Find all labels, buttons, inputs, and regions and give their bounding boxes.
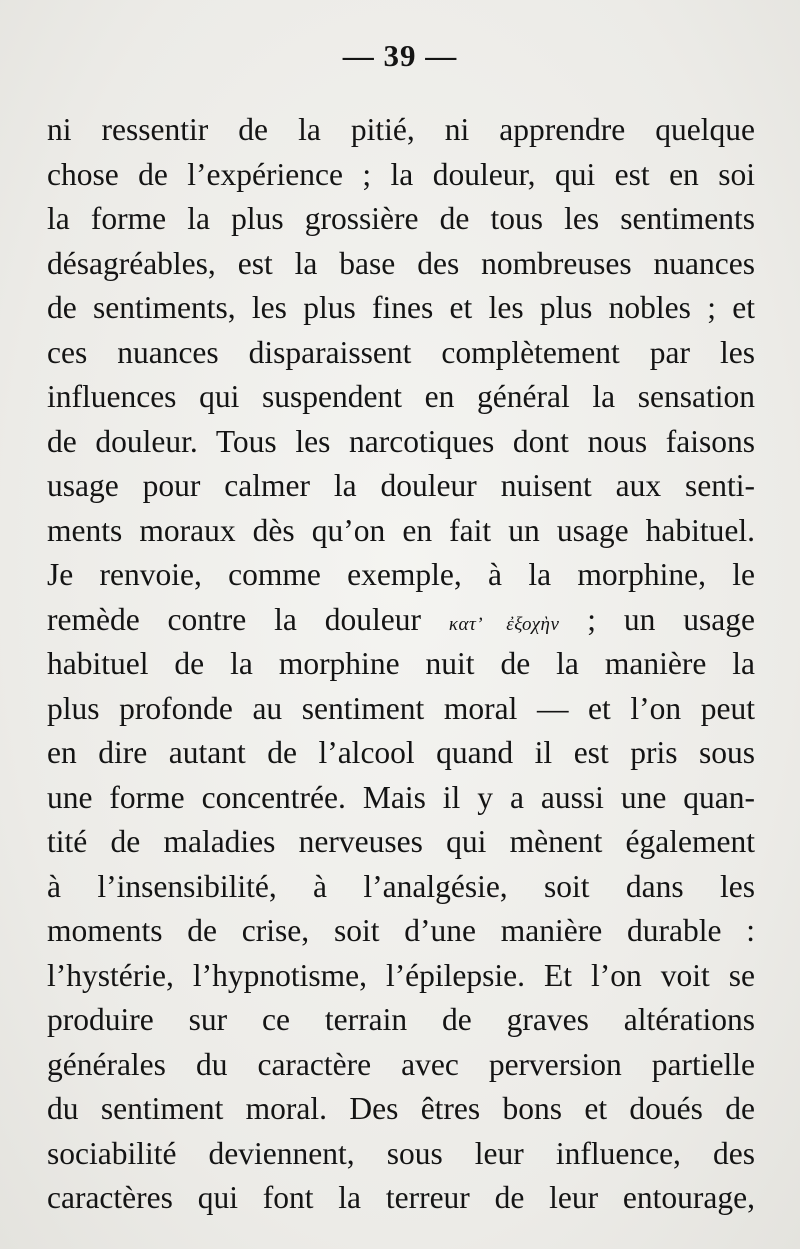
text-line: habituel de la morphine nuit de la manière la xyxy=(47,646,755,681)
text-line: caractères qui font la terreur de leur entourage, xyxy=(47,1180,755,1215)
text-line: usage pour calmer la douleur nuisent aux senti- xyxy=(47,468,755,503)
text-line-with-greek xyxy=(47,598,755,643)
body-text xyxy=(47,108,755,1221)
text-segment: ; un usage xyxy=(587,601,755,637)
text-line: désagréables, est la base des nombreuses nuances xyxy=(47,245,755,281)
text-line: de douleur. Tous les narcotiques dont nous faisons xyxy=(47,423,755,459)
text-line: du sentiment moral. Des êtres bons et doués de xyxy=(47,1091,755,1126)
text-line: produire sur ce terrain de graves altérations xyxy=(47,1002,755,1037)
text-line: plus profonde au sentiment moral — et l’on peut xyxy=(47,690,755,726)
text-line: ments moraux dès qu’on en fait un usage habituel. xyxy=(47,512,755,548)
text-line: une forme concentrée. Mais il y a aussi une quan- xyxy=(47,779,755,815)
text-segment: remède contre la douleur xyxy=(47,601,421,637)
text-line: moments de crise, soit d’une manière durable : xyxy=(47,913,755,948)
text-line: chose de l’expérience ; la douleur, qui est en soi xyxy=(47,156,755,192)
greek-phrase: κατ’ ἐξοχὴν xyxy=(448,613,560,635)
text-line: ces nuances disparaissent complètement par les xyxy=(47,334,755,370)
text-line: ni ressentir de la pitié, ni apprendre quelque xyxy=(47,112,755,147)
text-line: générales du caractère avec perversion partielle xyxy=(47,1046,755,1082)
text-line: de sentiments, les plus fines et les plus nobles ; et xyxy=(47,290,755,325)
text-line: sociabilité deviennent, sous leur influence, des xyxy=(47,1135,755,1171)
text-line: Je renvoie, comme exemple, à la morphine, le xyxy=(47,557,755,592)
text-line: à l’insensibilité, à l’analgésie, soit dans les xyxy=(47,868,755,904)
text-line: influences qui suspendent en général la sensation xyxy=(47,379,755,414)
text-line: tité de maladies nerveuses qui mènent également xyxy=(47,824,755,859)
text-line: en dire autant de l’alcool quand il est pris sous xyxy=(47,735,755,770)
text-line: l’hystérie, l’hypnotisme, l’épilepsie. Et l’on voit se xyxy=(47,957,755,993)
page-number: — 39 — xyxy=(342,38,458,73)
text-line: la forme la plus grossière de tous les sentiments xyxy=(47,201,755,236)
